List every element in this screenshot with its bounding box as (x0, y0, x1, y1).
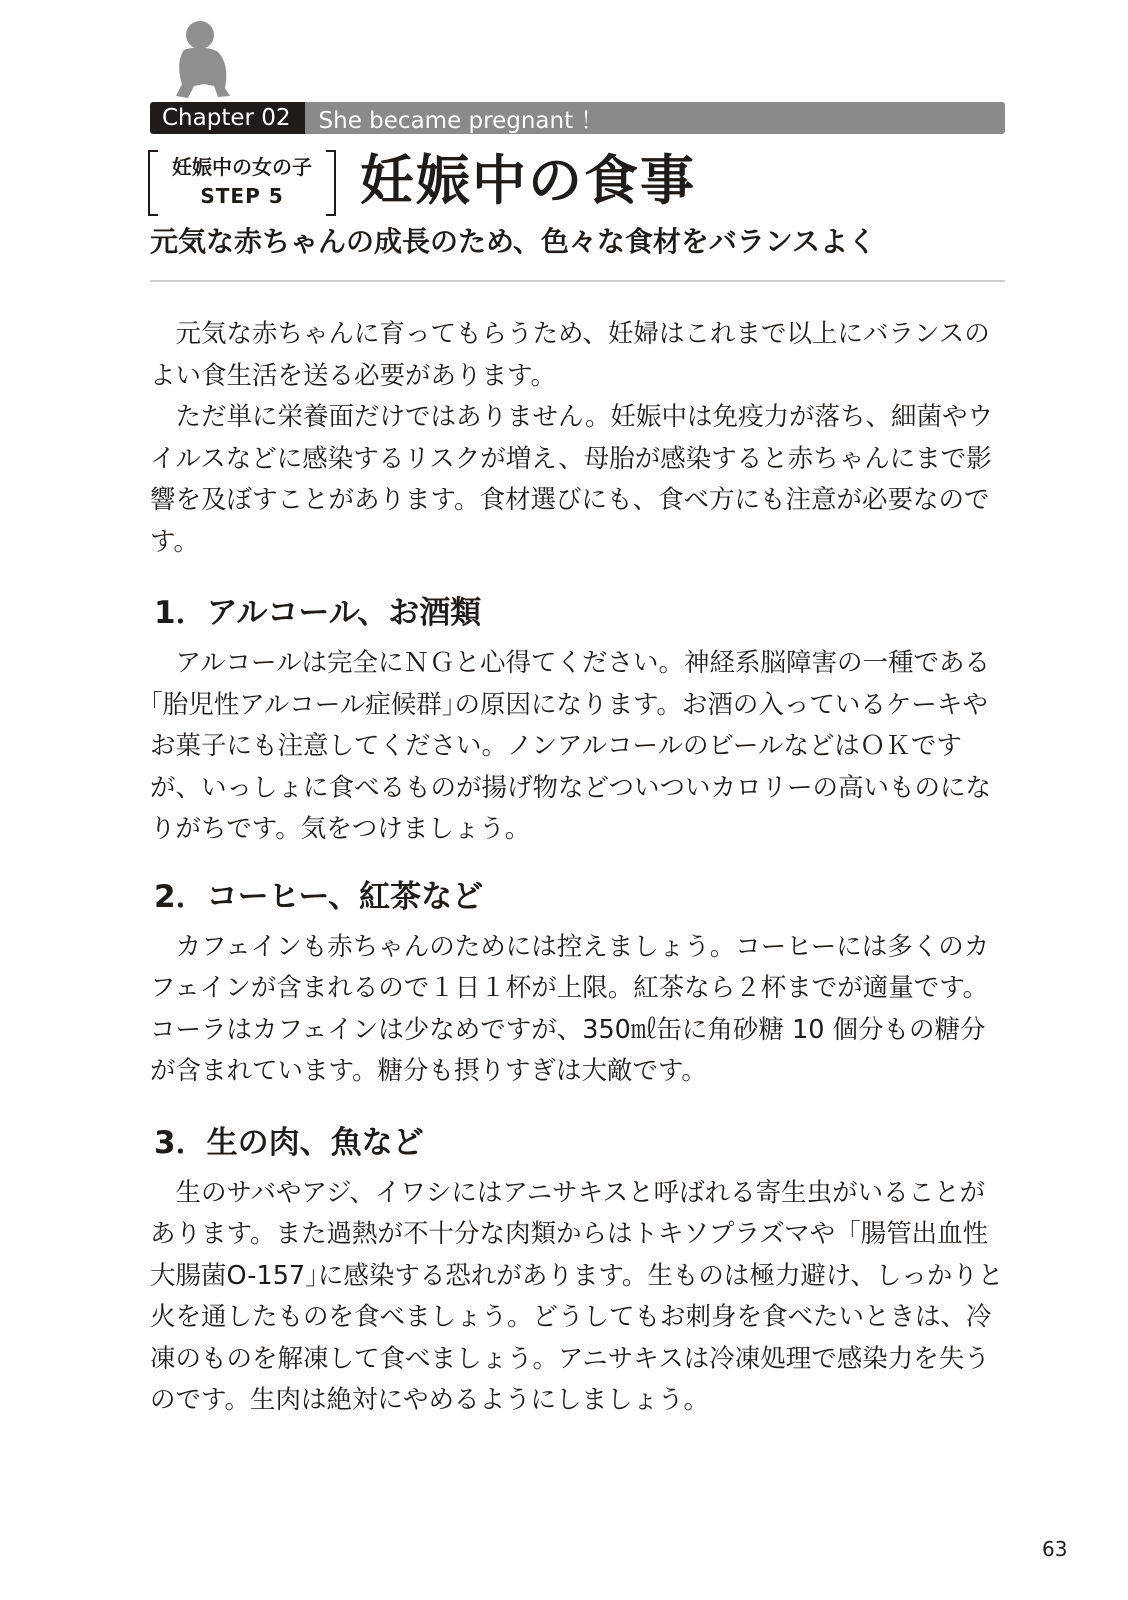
step-badge (148, 150, 336, 214)
section-heading-alcohol: 1．アルコール、お酒類 (154, 595, 482, 631)
article-body (150, 314, 1005, 1422)
step-badge-line2: STEP 5 (200, 184, 284, 208)
chapter-subtitle: She became pregnant ！ (318, 107, 604, 134)
section-body-alcohol: アルコールは完全にＮＧと心得てください。神経系脳障害の一種である｢胎児性アルコール症候群｣の原因になります。お酒の入っているケーキやお菓子にも注意してください。ノンアルコールのビールなどはＯＫですが、いっしょに食べるものが揚げ物などついついカロリーの高いものになりがちです。気をつけましょう。 (150, 648, 991, 844)
intro-paragraph-2: ただ単に栄養面だけではありません。妊娠中は免疫力が落ち、細菌やウイルスなどに感染するリスクが増え、母胎が感染すると赤ちゃんにまで影響を及ぼすことがあります。食材選びにも、食べ方にも注意が必要なのです。 (150, 402, 994, 557)
section-body-raw-food: 生のサバやアジ、イワシにはアニサキスと呼ばれる寄生虫がいることがあります。また過熱が不十分な肉類からはトキソプラズマや「腸管出血性大腸菌O-157｣に感染する恐れがあります。生ものは極力避け、しっかりと火を通したものを食べましょう。どうしてもお刺身を食べたいときは、冷凍のものを解凍して食べましょう。アニサキスは冷凍処理で感染力を失うのです。生肉は絶対にやめるようにしましょう。 (150, 1177, 1004, 1415)
chapter-label: Chapter 02 (150, 102, 305, 134)
intro-paragraph-1: 元気な赤ちゃんに育ってもらうため、妊婦はこれまで以上にバランスのよい食生活を送る必要があります。 (150, 319, 990, 391)
page-number: 63 (1042, 1537, 1068, 1561)
section-heading-raw-food: 3．生の肉、魚など (154, 1124, 424, 1161)
page-subtitle: 元気な赤ちゃんの成長のため、色々な食材をバランスよく (150, 225, 877, 258)
page-title: 妊娠中の食事 (360, 149, 696, 212)
section-heading-coffee: 2．コーヒー、紅茶など (154, 878, 484, 915)
section-body-coffee: カフェインも赤ちゃんのためには控えましょう。コーヒーには多くのカフェインが含まれるので１日１杯が上限。紅茶なら２杯までが適量です。コーラはカフェインは少なめですが、350㎖缶に角砂糖 10 個分もの糖分が含まれています。糖分も摂りすぎは大敵です。 (150, 931, 990, 1086)
divider (150, 280, 1005, 282)
crawling-baby-icon (170, 18, 234, 100)
step-badge-line1: 妊娠中の女の子 (172, 155, 312, 179)
chapter-banner (150, 102, 1005, 134)
